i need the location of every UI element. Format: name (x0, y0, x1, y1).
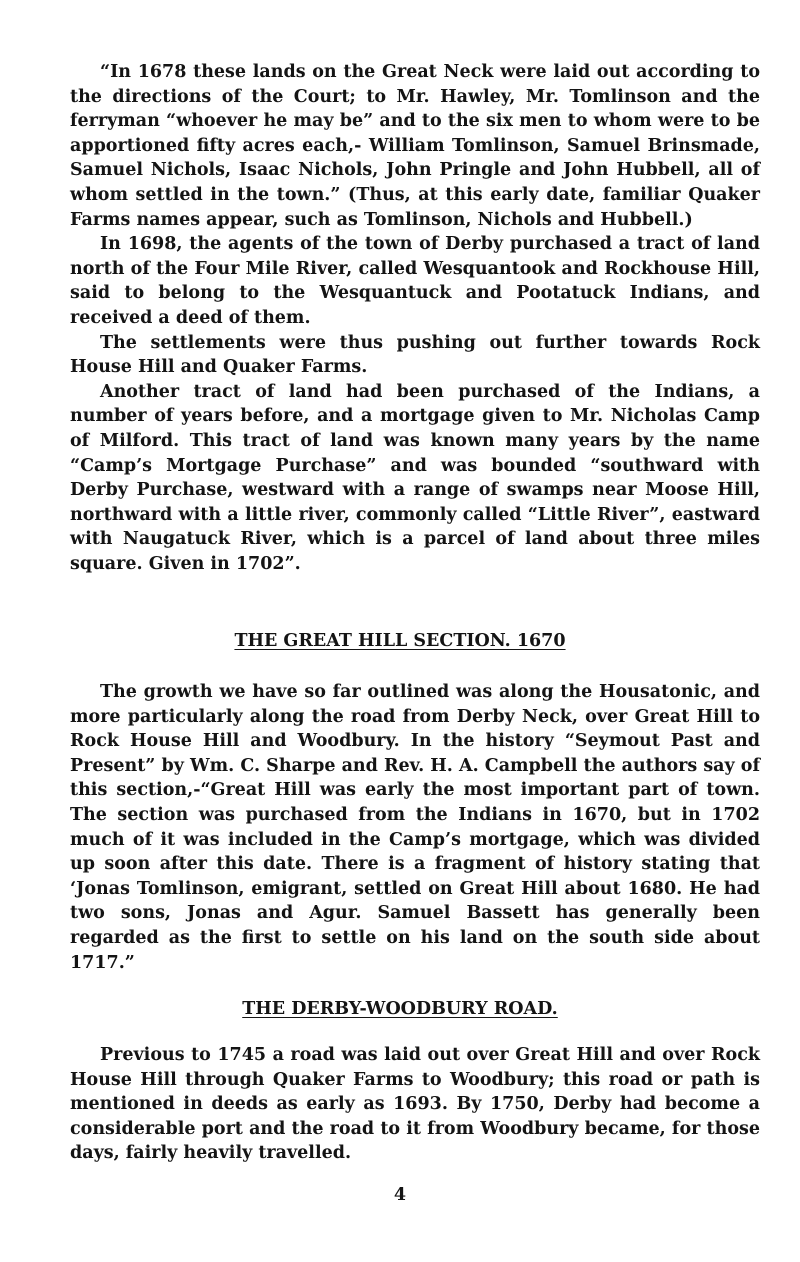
paragraph-camps-mortgage: Another tract of land had been purchased of the Indians, a number of years before, and a mortgage given to Mr. Nicholas Camp of Milford. This tract of land was known many years by the name “Camp’s Mortgage Purchase” and was bounded “southward with Derby Purchase, westward with a range of swamps near Moose Hill, northward with a little river, commonly called “Little River”, eastward with Naugatuck River, which is a parcel of land about three miles square. Given in 1702”. (70, 381, 760, 574)
body-text-section-1 (70, 60, 760, 576)
paragraph-1698-purchase: In 1698, the agents of the town of Derby purchased a tract of land north of the Four Mile River, called Wesquantook and Rockhouse Hill, said to belong to the Wesquantuck and Pootatuck Indians, and received a deed of them. (70, 234, 760, 328)
section-heading-derby-woodbury-road: THE DERBY-WOODBURY ROAD. (242, 999, 558, 1019)
paragraph-great-hill: The growth we have so far outlined was along the Housatonic, and more particularly along the road from Derby Neck, over Great Hill to Rock House Hill and Woodbury. In the history “Seymout Past and Present” by Wm. C. Sharpe and Rev. H. A. Campbell the authors say of this section,-“Great Hill was early the most important part of town. The section was purchased from the Indians in 1670, but in 1702 much of it was included in the Camp’s mortgage, which was divided up soon after this date. There is a fragment of history stating that ‘Jonas Tomlinson, emigrant, settled on Great Hill about 1680. He had two sons, Jonas and Agur. Samuel Bassett has generally been regarded as the first to settle on his land on the south side about 1717.” (70, 682, 760, 973)
paragraph-road-1745: Previous to 1745 a road was laid out over Great Hill and over Rock House Hill through Quaker Farms to Woodbury; this road or path is mentioned in deeds as early as 1693. By 1750, Derby had become a considerable port and the road to it from Woodbury became, for those days, fairly heavily travelled. (70, 1045, 760, 1164)
body-text-section-2 (70, 680, 760, 975)
page-number: 4 (393, 1185, 407, 1205)
paragraph-1678-great-neck: “In 1678 these lands on the Great Neck were laid out according to the directions of the Court; to Mr. Hawley, Mr. Tomlinson and the ferryman “whoever he may be” and to the six men to whom were to be apportioned fifty acres each,- William Tomlinson, Samuel Brinsmade, Samuel Nichols, Isaac Nichols, John Pringle and John Hubbell, all of whom settled in the town.” (Thus, at this early date, familiar Quaker Farms names appear, such as Tomlinson, Nichols and Hubbell.) (70, 62, 760, 230)
body-text-section-3 (70, 1043, 760, 1166)
section-heading-great-hill: THE GREAT HILL SECTION. 1670 (234, 631, 566, 651)
paragraph-settlements: The settlements were thus pushing out further towards Rock House Hill and Quaker Farms. (70, 332, 760, 378)
